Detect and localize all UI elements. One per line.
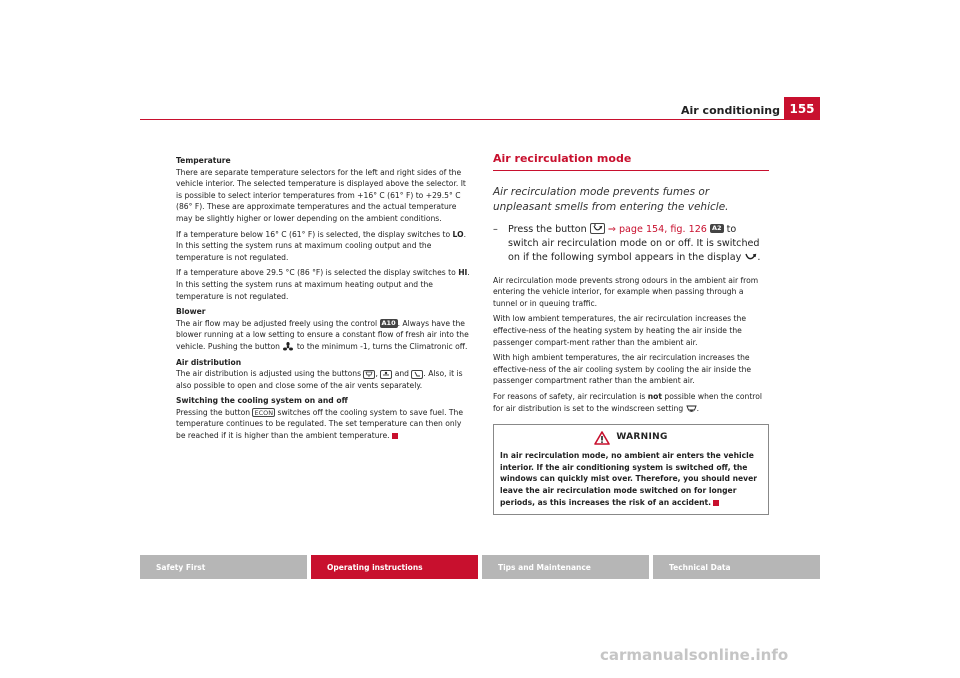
control-a2-badge: A2 [711, 224, 722, 233]
windscreen-setting-icon [686, 404, 697, 413]
section-intro: Air recirculation mode prevents fumes or unpleasant smells from entering the vehicle. [493, 185, 729, 213]
temperature-heading: Temperature [176, 156, 231, 165]
control-a10-badge: A10 [381, 319, 396, 328]
page-reference-link[interactable]: ⇒ page 154, fig. 126 [607, 223, 707, 235]
warning-box [493, 424, 769, 515]
warning-header [500, 431, 762, 445]
right-column [493, 153, 769, 515]
recirculation-paragraph-1: Air recirculation mode prevents strong odours in the ambient air from entering the vehicle interior, for example when passing through a tunnel or in queuing traffic. [493, 275, 759, 308]
temperature-paragraph-3: If a temperature above 29.5 °C (86 °F) is selected the display switches to HI. In this setting the system runs at maximum heating output and the temperature is not regulated. [176, 268, 470, 301]
air-distribution-paragraph: The air distribution is adjusted using the buttons , and . Also, it is also possible to open and close some of the air vents separately. [176, 369, 463, 390]
temperature-paragraph-1: There are separate temperature selectors for the left and right sides of the vehicle interior. The selected temperature is displayed above the selector. It is possible to select interior temperatures from +16° C (61° F) to +29.5° C (86° F). These are approximate temperatures and the actual temperature may be slightly higher or lower depending on the ambient conditions. [176, 167, 466, 223]
cooling-heading: Switching the cooling system on and off [176, 396, 348, 406]
tab-tips-and-maintenance[interactable]: Tips and Maintenance [482, 555, 649, 579]
instruction-step [493, 223, 769, 265]
tab-safety-first[interactable]: Safety First [140, 555, 307, 579]
windscreen-distribution-icon [363, 370, 375, 379]
page-number: 155 [784, 97, 820, 120]
recirculation-paragraph-2: With low ambient temperatures, the air recirculation increases the effective-ness of the heating system by heating the air inside the passenger compart-ment rather than the ambient air. [493, 314, 746, 347]
section-title: Air recirculation mode [493, 153, 769, 171]
upper-body-distribution-icon [380, 370, 392, 379]
tab-operating-instructions[interactable]: Operating instructions [311, 555, 478, 579]
recirculation-paragraph-3: With high ambient temperatures, the air recirculation increases the effective-ness of the air cooling system by cooling the air inside the passenger compartment rather than the ambient air. [493, 353, 752, 386]
warning-text: In air recirculation mode, no ambient air enters the vehicle interior. If the air conditioning system is switched off, the windows can quickly mist over. Therefore, you should never leave the air recirculation mode switched on for longer periods, as this increases the risk of an accident. [500, 451, 757, 507]
recirculation-display-icon [744, 252, 757, 261]
fan-icon [282, 342, 294, 352]
end-of-warning-marker [713, 500, 719, 506]
footer-navigation [140, 555, 820, 579]
end-of-section-marker [392, 433, 398, 439]
cooling-paragraph: Pressing the button ECON switches off the cooling system to save fuel. The temperature continues to be regulated. The set temperature can then only be reached if it is higher than the ambient temperature. [176, 407, 464, 441]
blower-paragraph: The air flow may be adjusted freely using the control A10 . Always have the blower running at a low setting to ensure a constant flow of fresh air into the vehicle. Pushing the button to the minimum -1, turns the Climatronic off. [176, 318, 469, 351]
recirculation-paragraph-4: For reasons of safety, air recirculation is not possible when the control for air distribution is set to the windscreen setting . [493, 391, 763, 413]
blower-heading: Blower [176, 307, 206, 317]
temperature-paragraph-2: If a temperature below 16° C (61° F) is selected, the display switches to LO. In this setting the system runs at maximum cooling output and the temperature is not regulated. [176, 229, 466, 262]
step-text: Press the button ⇒ page 154, fig. 126 A2 to switch air recirculation mode on or off. It is switched on if the following symbol appears in the display . [508, 223, 761, 263]
footwell-distribution-icon [411, 370, 423, 379]
tab-technical-data[interactable]: Technical Data [653, 555, 820, 579]
hi-label: HI [458, 268, 468, 278]
step-dash: – [493, 223, 498, 235]
left-column [176, 155, 470, 446]
page-header-title: Air conditioning [681, 104, 780, 117]
econ-button-key: ECON [254, 409, 274, 418]
warning-triangle-icon [594, 431, 610, 445]
recirculation-button-icon [590, 223, 605, 234]
warning-label: WARNING [616, 432, 668, 443]
header-divider [140, 119, 820, 120]
air-distribution-heading: Air distribution [176, 357, 242, 367]
lo-label: LO [452, 229, 464, 239]
watermark-text: carmanualsonline.info [600, 646, 789, 664]
